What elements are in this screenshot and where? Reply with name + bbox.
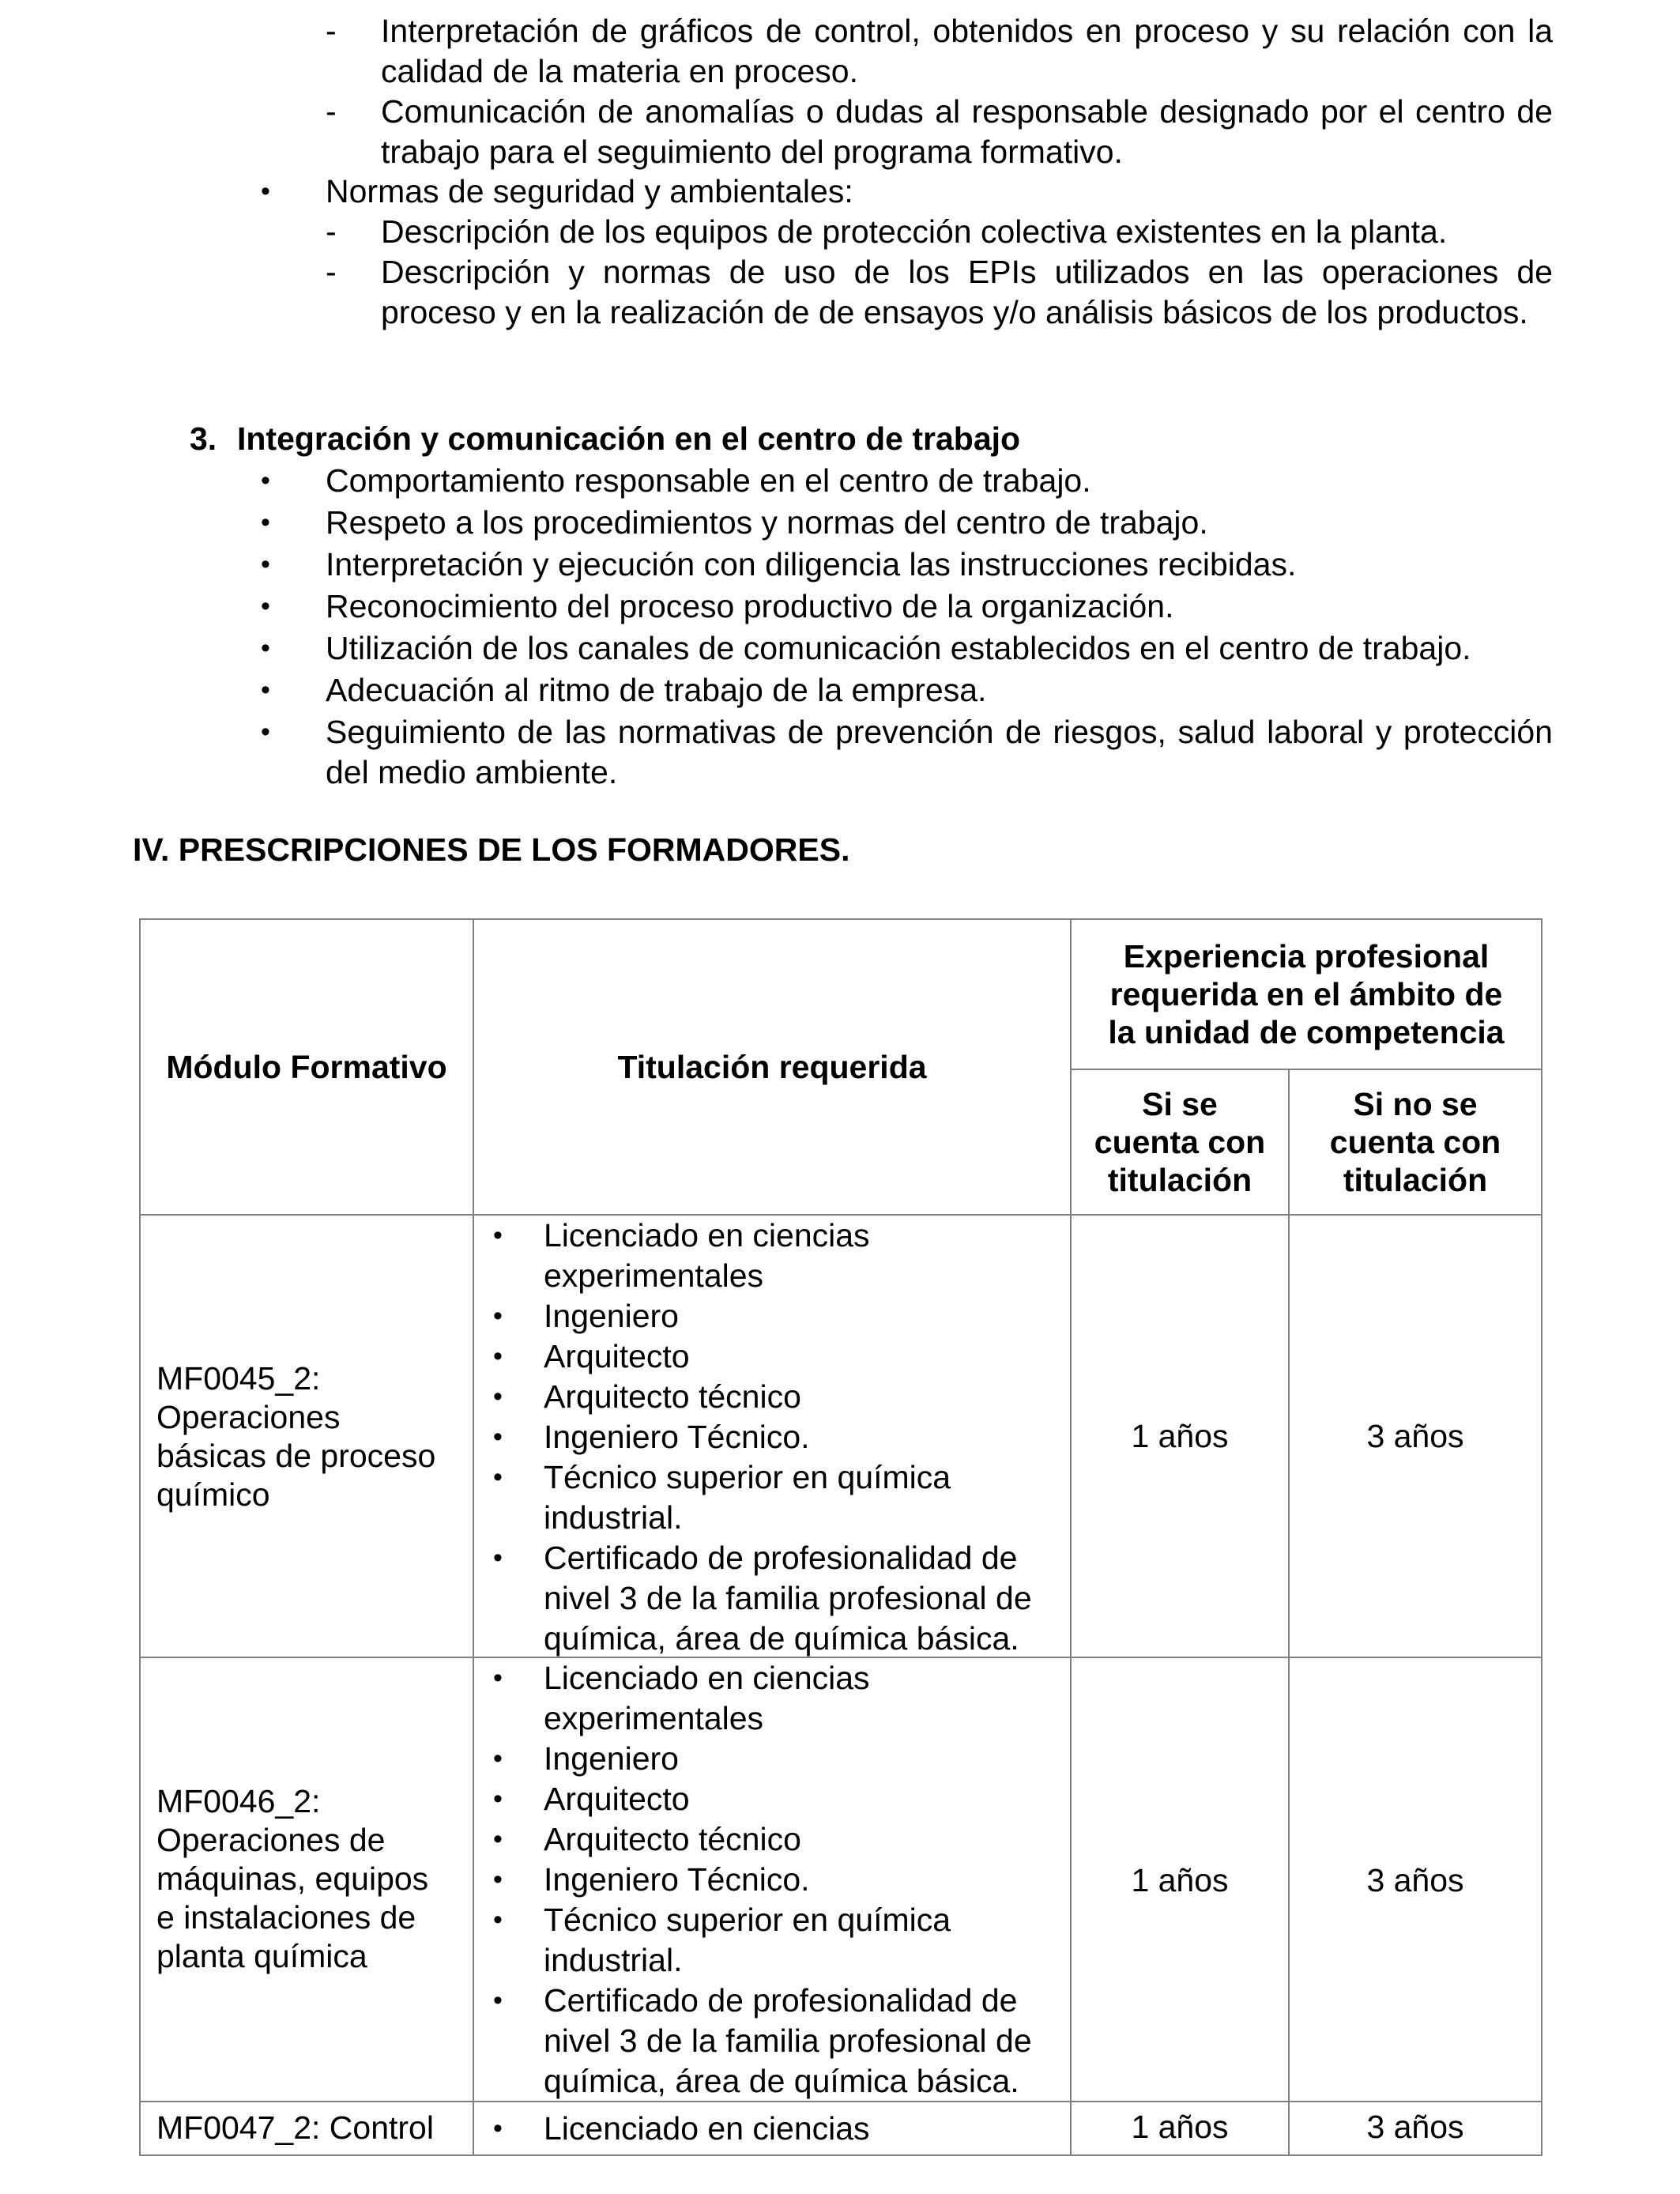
bullet-mark: •: [261, 633, 270, 663]
bullet-mark: •: [493, 1220, 503, 1250]
list-item-line: Ingeniero Técnico.: [544, 1419, 810, 1455]
table-row-2-modulo: [139, 1657, 474, 2102]
list-item-line: Licenciado en ciencias: [544, 2110, 870, 2147]
header-experiencia: [1070, 918, 1543, 1070]
list-item-line: Certificado de profesionalidad de: [544, 1982, 1018, 2019]
bullet-mark: •: [493, 1341, 503, 1371]
header-con-line: titulación: [1107, 1162, 1252, 1198]
header-sin-line: cuenta con: [1329, 1124, 1501, 1160]
section-3-number: 3.: [190, 420, 217, 457]
modulo-line: MF0047_2: Control: [156, 2109, 434, 2146]
bullet-mark: •: [261, 591, 270, 621]
list-item-line: Arquitecto: [544, 1781, 690, 1817]
dash-mark: -: [326, 13, 337, 49]
bullet-mark: •: [493, 1663, 503, 1693]
list-item: [474, 1860, 1070, 1900]
header-modulo-text: Módulo Formativo: [166, 1049, 447, 1085]
bullet-mark: •: [261, 675, 270, 705]
dash-item: [316, 11, 1553, 92]
list-item-line: Arquitecto técnico: [544, 1821, 801, 1857]
table-row-1-con: [1070, 1214, 1290, 1658]
modulo-text: [156, 2109, 461, 2147]
list-item: [474, 1377, 1070, 1417]
list-item-line: industrial.: [544, 1499, 683, 1536]
list-item-line: Arquitecto técnico: [544, 1378, 801, 1415]
titulacion-list: [474, 2109, 1070, 2149]
table-row-1-sin: [1288, 1214, 1543, 1658]
bullet-mark: •: [493, 1905, 503, 1935]
bullet-mark: •: [493, 1462, 503, 1492]
header-experiencia-line: requerida en el ámbito de: [1109, 976, 1503, 1012]
dash-item-text: Descripción y normas de uso de los EPIs utilizados en las operaciones de proceso y en la realización de de ensayos y/o análisis básicos de los productos.: [381, 254, 1553, 330]
header-con-line: Si se: [1142, 1086, 1218, 1122]
list-item: [474, 1538, 1070, 1659]
list-item: [474, 1336, 1070, 1377]
dash-mark: -: [326, 213, 337, 250]
list-item-line: Ingeniero Técnico.: [544, 1861, 810, 1898]
list-item-line: industrial.: [544, 1942, 683, 1978]
list-item: [474, 1658, 1070, 1739]
list-item: [474, 1819, 1070, 1860]
list-item: [474, 1739, 1070, 1779]
list-item: [261, 461, 1553, 503]
modulo-line: e instalaciones de: [156, 1899, 416, 1936]
bullet-mark: •: [493, 1543, 503, 1573]
header-sin-titulacion: [1288, 1069, 1543, 1216]
years-value: 1 años: [1131, 2109, 1229, 2145]
list-item-line: nivel 3 de la familia profesional de: [544, 1580, 1032, 1616]
table-row-1-modulo: [139, 1214, 474, 1658]
dash-item: [316, 212, 1553, 252]
table-row-3-sin: [1288, 2101, 1543, 2156]
bullet-normas-text: Normas de seguridad y ambientales:: [326, 173, 853, 209]
list-item-text: Comportamiento responsable en el centro de trabajo.: [326, 462, 1091, 499]
header-sin-line: titulación: [1343, 1162, 1488, 1198]
list-item-line: Técnico superior en química: [544, 1902, 951, 1938]
table-row-1-titulacion: [473, 1214, 1072, 1658]
bullet-mark: •: [261, 507, 270, 537]
list-item-line: Ingeniero: [544, 1298, 679, 1334]
list-item: [474, 1216, 1070, 1296]
modulo-text: [156, 1782, 461, 1976]
list-item-line: Arquitecto: [544, 1338, 690, 1374]
bullet-mark: •: [493, 2113, 503, 2143]
list-item: [261, 628, 1553, 670]
list-item: [474, 2109, 1070, 2149]
section-4-title: IV. PRESCRIPCIONES DE LOS FORMADORES.: [133, 831, 850, 868]
bullet-mark: •: [261, 466, 270, 496]
modulo-line: Operaciones: [156, 1399, 341, 1435]
bullet-mark: •: [493, 1985, 503, 2015]
list-item: [474, 1981, 1070, 2102]
modulo-line: Operaciones de: [156, 1822, 386, 1858]
dash-item: [316, 92, 1553, 172]
list-item: [261, 712, 1553, 793]
list-item-line: química, área de química básica.: [544, 1620, 1019, 1657]
list-item-line: Ingeniero: [544, 1740, 679, 1777]
dash-mark: -: [326, 254, 337, 290]
list-item-line: Certificado de profesionalidad de: [544, 1540, 1018, 1576]
section-3-heading: Integración y comunicación en el centro de trabajo: [237, 420, 1021, 457]
list-item-text: Reconocimiento del proceso productivo de la organización.: [326, 588, 1174, 624]
table-row-3-con: [1070, 2101, 1290, 2156]
modulo-line: planta química: [156, 1938, 367, 1974]
list-item: [261, 503, 1553, 545]
header-titulacion: [473, 918, 1072, 1216]
list-item-text: Interpretación y ejecución con diligencia las instrucciones recibidas.: [326, 546, 1297, 582]
list-item-line: química, área de química básica.: [544, 2063, 1019, 2099]
list-item-text: Respeto a los procedimientos y normas del centro de trabajo.: [326, 504, 1208, 541]
header-experiencia-line: la unidad de competencia: [1108, 1014, 1505, 1050]
bullet-mark: •: [493, 1784, 503, 1814]
dash-item-text: Comunicación de anomalías o dudas al responsable designado por el centro de trabajo para el seguimiento del programa formativo.: [381, 93, 1553, 170]
table-row-2-con: [1070, 1657, 1290, 2102]
table-row-2-sin: [1288, 1657, 1543, 2102]
modulo-line: máquinas, equipos: [156, 1860, 429, 1897]
years-value: 1 años: [1131, 1862, 1229, 1898]
modulo-line: básicas de proceso: [156, 1438, 436, 1474]
list-item: [261, 670, 1553, 712]
list-item-text: Utilización de los canales de comunicación establecidos en el centro de trabajo.: [326, 630, 1471, 666]
titulacion-list: [474, 1216, 1070, 1659]
modulo-text: [156, 1359, 461, 1514]
titulacion-list: [474, 1658, 1070, 2102]
dash-mark: -: [326, 93, 337, 130]
header-titulacion-text: Titulación requerida: [617, 1049, 927, 1085]
years-value: 1 años: [1131, 1418, 1229, 1454]
list-item-line: experimentales: [544, 1700, 764, 1736]
years-value: 3 años: [1366, 2109, 1464, 2145]
dash-item-text: Descripción de los equipos de protección colectiva existentes en la planta.: [381, 213, 1448, 250]
header-con-line: cuenta con: [1094, 1124, 1266, 1160]
bullet-mark: •: [493, 1382, 503, 1412]
table-row-3-modulo: [139, 2101, 474, 2156]
modulo-line: MF0045_2:: [156, 1360, 321, 1397]
header-modulo: [139, 918, 474, 1216]
modulo-line: químico: [156, 1476, 270, 1513]
years-value: 3 años: [1366, 1418, 1464, 1454]
section-3-title: [190, 417, 1020, 460]
header-sin-line: Si no se: [1353, 1086, 1478, 1122]
dash-list-normas: [316, 212, 1553, 333]
bullet-mark: •: [261, 717, 270, 747]
header-experiencia-line: Experiencia profesional: [1123, 938, 1490, 974]
formadores-table: [139, 918, 1543, 2156]
list-item: [474, 1779, 1070, 1819]
list-item: [474, 1457, 1070, 1538]
list-item-line: Técnico superior en química: [544, 1459, 951, 1495]
dash-list-top: [316, 11, 1553, 172]
list-item-line: Licenciado en ciencias: [544, 1660, 870, 1696]
bullet-mark: •: [261, 176, 270, 206]
list-item: [474, 1296, 1070, 1336]
list-item-line: nivel 3 de la familia profesional de: [544, 2022, 1032, 2059]
modulo-line: MF0046_2:: [156, 1783, 321, 1819]
dash-item-text: Interpretación de gráficos de control, obtenidos en proceso y su relación con la calidad de la materia en proceso.: [381, 13, 1553, 89]
bullet-mark: •: [493, 1422, 503, 1452]
list-item: [474, 1417, 1070, 1457]
bullet-mark: •: [493, 1744, 503, 1774]
table-row-2-titulacion: [473, 1657, 1072, 2102]
list-item-line: experimentales: [544, 1257, 764, 1294]
bullet-mark: •: [493, 1824, 503, 1854]
section-3-list: [261, 461, 1553, 793]
list-item-text: Seguimiento de las normativas de prevención de riesgos, salud laboral y protección del medio ambiente.: [326, 714, 1553, 790]
list-item-line: Licenciado en ciencias: [544, 1217, 870, 1253]
dash-item: [316, 252, 1553, 333]
years-value: 3 años: [1366, 1862, 1464, 1898]
bullet-mark: •: [261, 549, 270, 579]
bullet-mark: •: [493, 1864, 503, 1894]
header-con-titulacion: [1070, 1069, 1290, 1216]
bullet-mark: •: [493, 1301, 503, 1331]
list-item-text: Adecuación al ritmo de trabajo de la empresa.: [326, 672, 987, 708]
list-item: [261, 545, 1553, 586]
list-item: [474, 1900, 1070, 1981]
table-row-3-titulacion: [473, 2101, 1072, 2156]
list-item: [261, 586, 1553, 628]
